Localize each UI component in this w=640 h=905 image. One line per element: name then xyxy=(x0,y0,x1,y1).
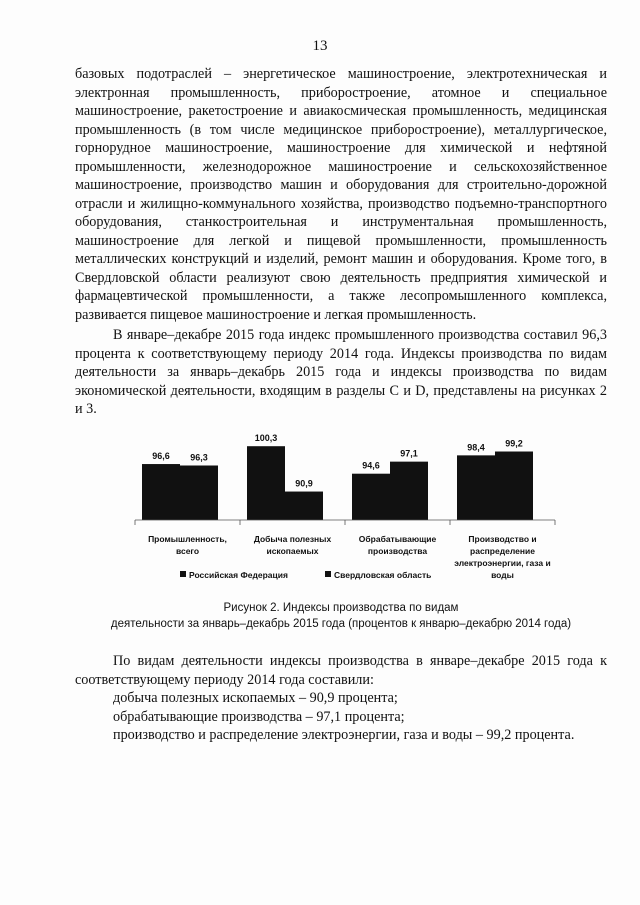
list-item: производство и распределение электроэнергии, газа и воды – 99,2 процента. xyxy=(113,727,575,743)
data-label: 90,9 xyxy=(295,478,313,489)
bar-rf xyxy=(352,474,390,520)
paragraph-index-summary xyxy=(75,326,607,419)
paragraph-industries xyxy=(75,65,607,324)
list-item: обрабатывающие производства – 97,1 процента; xyxy=(113,708,405,725)
bar-sverdlovsk xyxy=(390,462,428,520)
data-label: 97,1 xyxy=(400,448,418,459)
category-label: распределение xyxy=(470,546,535,556)
data-label: 96,6 xyxy=(152,451,170,462)
paragraph-results xyxy=(75,652,607,745)
category-label: Промышленность, xyxy=(148,534,227,544)
category-label: Производство и xyxy=(468,534,537,544)
figure-caption-title: Рисунок 2. Индексы производства по видам xyxy=(223,602,459,614)
category-label: ископаемых xyxy=(266,546,319,556)
paragraph-text: базовых подотраслей – энергетическое машиностроение, электротехническая и электронная промышленность, приборостроение, атомное и специальное машиностроение, ракетостроение и авиакосмическая промышленность, медицинская промышленность (в том числе медицинское приборостроение), металлургическое, горнорудное машиностроение, машиностроение для химической и нефтяной промышленности, железнодорожное машиностроение и сельскохозяйственное машиностроение, производство машин и оборудования для строительно-дорожной отрасли и жилищно-коммунального хозяйства, производство подъемно-транспортного оборудования, станкостроительная и инструментальная промышленность, машиностроение для легкой и пищевой промышленности, промышленность металлических конструкций и изделий, ремонт машин и оборудования. Кроме того, в Свердловской области реализуют свою деятельность предприятия химической и фармацевтической промышленности, а также лесопромышленного комплекса, развивается пищевое машиностроение и легкая промышленность. xyxy=(75,66,607,323)
data-label: 100,3 xyxy=(254,433,278,444)
bar-sverdlovsk xyxy=(285,492,323,520)
data-label: 96,3 xyxy=(190,452,208,463)
legend-swatch xyxy=(180,571,186,577)
paragraph-text: По видам деятельности индексы производства в январе–декабре 2015 года к соответствующему периоду 2014 года составили: xyxy=(75,653,607,688)
data-label: 94,6 xyxy=(362,460,380,471)
category-label: Добыча полезных xyxy=(253,534,332,544)
category-label: воды xyxy=(491,570,514,580)
bar-rf xyxy=(142,464,180,520)
bar-sverdlovsk xyxy=(495,452,533,520)
category-label: всего xyxy=(175,546,200,556)
list-item: добыча полезных ископаемых – 90,9 процента; xyxy=(113,690,398,706)
bar-rf xyxy=(457,455,495,520)
bar-chart xyxy=(120,420,560,595)
category-label: Обрабатывающие xyxy=(358,534,437,544)
legend-label: Свердловская область xyxy=(334,570,432,580)
bar-rf xyxy=(247,446,285,520)
data-label: 98,4 xyxy=(467,442,485,453)
figure-caption-subtitle: деятельности за январь–декабрь 2015 года (процентов к январю–декабрю 2014 года) xyxy=(110,618,572,630)
category-label: производства xyxy=(367,546,428,556)
page-number: 13 xyxy=(312,38,328,54)
bar-sverdlovsk xyxy=(180,465,218,520)
paragraph-text: В январе–декабре 2015 года индекс промышленного производства составил 96,3 процента к соответствующему периоду 2014 года. Индексы производства по видам деятельности за январь–декабрь 2015 года и индексы производства по видам экономической деятельности, входящим в разделы C и D, представлены на рисунках 2 и 3. xyxy=(75,327,607,417)
legend-swatch xyxy=(325,571,331,577)
data-label: 99,2 xyxy=(505,438,523,449)
legend-label: Российская Федерация xyxy=(189,570,288,580)
category-label: электроэнергии, газа и xyxy=(454,558,551,568)
